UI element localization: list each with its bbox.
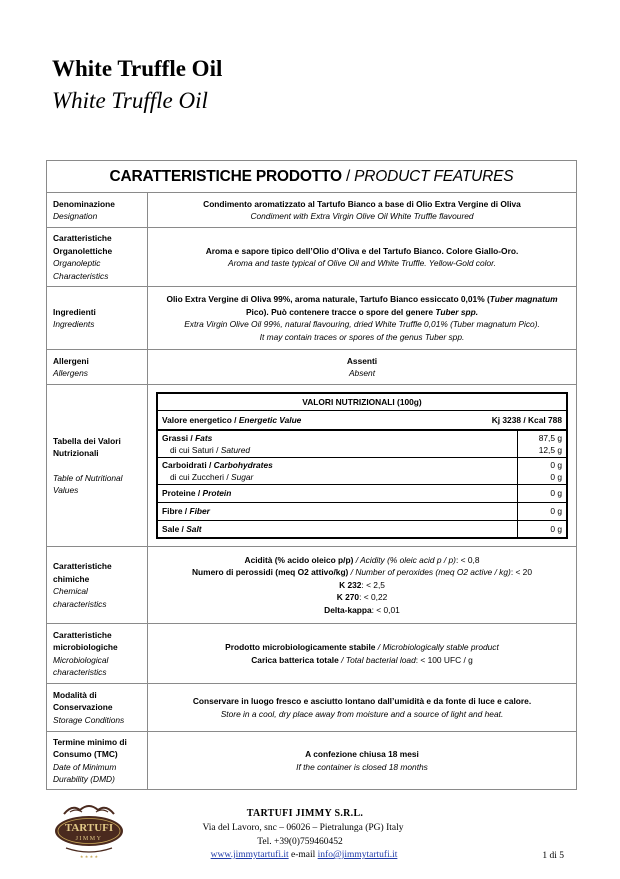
label-en-1: Organoleptic bbox=[53, 258, 101, 268]
label-it-1: Modalità di bbox=[53, 689, 97, 700]
label-it: Allergeni bbox=[53, 355, 89, 366]
label-it-2: chimiche bbox=[53, 573, 90, 584]
logo-stars: ★ ★ ★ ★ bbox=[79, 854, 99, 859]
label-en-2: characteristics bbox=[53, 667, 107, 677]
label-cell bbox=[47, 547, 148, 624]
ingredients-text-a: Olio Extra Vergine di Oliva 99%, aroma naturale, Tartufo Bianco essiccato 0,01% ( bbox=[166, 294, 490, 304]
logo-wordmark-2: JIMMY bbox=[75, 836, 103, 842]
value-it: A confezione chiusa 18 mesi bbox=[305, 749, 419, 759]
row-designation bbox=[47, 193, 577, 228]
label-en-1: Microbiological bbox=[53, 654, 109, 665]
company-address: Via del Lavoro, snc – 06026 – Pietralunga (PG) Italy bbox=[202, 823, 404, 833]
email-label: e-mail bbox=[291, 850, 316, 860]
salt-value: 0 g bbox=[518, 520, 568, 538]
nutrition-title: VALORI NUTRIZIONALI (100g) bbox=[157, 393, 567, 411]
value-it: Conservare in luogo fresco e asciutto lontano dall’umidità e da fonte di luce e calore. bbox=[192, 696, 532, 706]
company-phone: Tel. +39(0)759460452 bbox=[257, 837, 343, 847]
label-it-1: Caratteristiche bbox=[53, 629, 112, 640]
nutrition-row-fats bbox=[157, 430, 567, 458]
email-link[interactable]: info@jimmytartufi.it bbox=[317, 850, 398, 860]
value-it bbox=[156, 293, 568, 318]
saturated-value: 12,5 g bbox=[538, 444, 562, 455]
label-it-1: Termine minimo di bbox=[53, 736, 127, 747]
label-en-2: Characteristics bbox=[53, 270, 109, 281]
row-nutrition bbox=[47, 385, 577, 547]
value-en: Absent bbox=[348, 368, 376, 378]
nutrition-row-salt bbox=[157, 520, 567, 538]
row-organoleptic bbox=[47, 228, 577, 287]
page-footer bbox=[0, 800, 620, 879]
value-cell bbox=[148, 193, 577, 228]
label-it: Ingredienti bbox=[53, 306, 96, 317]
value-en: Aroma and taste typical of Olive Oil and White Truffle. Yellow-Gold color. bbox=[228, 258, 496, 268]
value-en: Store in a cool, dry place away from moisture and a source of light and heat. bbox=[220, 708, 504, 719]
label-cell bbox=[47, 350, 148, 385]
row-storage bbox=[47, 684, 577, 732]
row-allergens bbox=[47, 350, 577, 385]
ingredients-genus: Tuber spp. bbox=[435, 306, 479, 317]
value-cell bbox=[148, 732, 577, 790]
row-tmc bbox=[47, 732, 577, 790]
label-it-2: Organolettiche bbox=[53, 245, 113, 256]
row-chemical bbox=[47, 547, 577, 624]
value-it: Aroma e sapore tipico dell’Olio d’Oliva e del Tartufo Bianco. Colore Giallo-Oro. bbox=[205, 245, 519, 256]
salt-label: Sale / Salt bbox=[157, 520, 518, 538]
value-en: Condiment with Extra Virgin Olive Oil White Truffle flavoured bbox=[250, 211, 474, 221]
delta-kappa-line: Delta-kappa: < 0,01 bbox=[324, 604, 400, 615]
value-cell bbox=[148, 624, 577, 684]
company-name: TARTUFI JIMMY S.R.L. bbox=[246, 808, 364, 819]
label-cell bbox=[47, 228, 148, 287]
product-features-table bbox=[46, 160, 577, 790]
energy-label: Valore energetico / Energetic Value bbox=[162, 414, 302, 425]
label-cell bbox=[47, 287, 148, 350]
header-separator: / bbox=[345, 167, 351, 185]
contact-line bbox=[0, 850, 614, 860]
document-title: White Truffle Oil bbox=[52, 56, 223, 81]
micro-load-line: Carica batterica totale / Total bacterial load: < 100 UFC / g bbox=[251, 654, 473, 665]
nutrition-row-fiber bbox=[157, 502, 567, 520]
label-cell bbox=[47, 732, 148, 790]
label-it-2: microbiologiche bbox=[53, 642, 118, 652]
label-en-1: Date of Minimum bbox=[53, 761, 117, 772]
fats-label: Grassi / Fats bbox=[162, 432, 213, 443]
label-en-1: Chemical bbox=[53, 586, 88, 596]
peroxides-line: Numero di perossidi (meq O2 attivo/kg) / Number of peroxides (meq O2 active / kg): < 20 bbox=[191, 567, 532, 578]
value-cell bbox=[148, 385, 577, 547]
label-en-2: Values bbox=[53, 485, 79, 495]
k232-line: K 232: < 2,5 bbox=[339, 579, 385, 590]
page-number: 1 di 5 bbox=[542, 851, 564, 861]
label-it-2: Consumo (TMC) bbox=[53, 749, 118, 759]
value-en: If the container is closed 18 months bbox=[296, 761, 428, 772]
label-cell bbox=[47, 624, 148, 684]
value-it: Condimento aromatizzato al Tartufo Bianco a base di Olio Extra Vergine di Oliva bbox=[203, 198, 521, 209]
label-en: Allergens bbox=[53, 368, 88, 378]
label-cell bbox=[47, 684, 148, 732]
label-en: Ingredients bbox=[53, 319, 95, 329]
value-en-2: It may contain traces or spores of the genus Tuber spp. bbox=[259, 331, 465, 342]
fiber-label: Fibre / Fiber bbox=[157, 502, 518, 520]
table-header bbox=[47, 161, 577, 193]
row-ingredients bbox=[47, 287, 577, 350]
header-en: PRODUCT FEATURES bbox=[354, 167, 514, 185]
saturated-label: di cui Saturi / Satured bbox=[170, 444, 251, 455]
label-it-2: Nutrizionali bbox=[53, 448, 99, 458]
carbs-value: 0 g bbox=[550, 459, 562, 470]
label-it-1: Caratteristiche bbox=[53, 561, 112, 571]
value-cell bbox=[148, 228, 577, 287]
label-it-1: Caratteristiche bbox=[53, 233, 112, 243]
sugar-label: di cui Zuccheri / Sugar bbox=[170, 471, 254, 482]
protein-value: 0 g bbox=[518, 484, 568, 502]
k270-line: K 270: < 0,22 bbox=[336, 592, 388, 603]
label-it-2: Conservazione bbox=[53, 702, 113, 713]
label-en: Designation bbox=[53, 211, 98, 221]
sugar-value: 0 g bbox=[550, 471, 562, 482]
document-subtitle: White Truffle Oil bbox=[52, 88, 208, 113]
label-en-1: Table of Nutritional bbox=[53, 472, 123, 483]
label-it-1: Tabella dei Valori bbox=[53, 435, 121, 446]
label-en: Storage Conditions bbox=[53, 714, 125, 725]
value-en-1: Extra Virgin Olive Oil 99%, natural flavouring, dried White Truffle 0,01% (Tuber magnatum Pico). bbox=[184, 319, 540, 329]
label-cell bbox=[47, 385, 148, 547]
fats-value: 87,5 g bbox=[538, 432, 562, 443]
value-cell bbox=[148, 350, 577, 385]
carbs-label: Carboidrati / Carbohydrates bbox=[162, 459, 273, 470]
fiber-value: 0 g bbox=[518, 502, 568, 520]
nutrition-row-energy bbox=[157, 410, 567, 430]
energy-value: Kj 3238 / Kcal 788 bbox=[491, 414, 562, 425]
value-cell bbox=[148, 287, 577, 350]
value-cell bbox=[148, 547, 577, 624]
ingredients-species: Tuber magnatum bbox=[489, 294, 558, 304]
label-it: Denominazione bbox=[53, 198, 115, 209]
nutrition-row-carbs bbox=[157, 457, 567, 484]
value-cell bbox=[148, 684, 577, 732]
ingredients-text-c: Pico). Può contenere tracce o spore del genere bbox=[245, 306, 436, 317]
nutrition-row-protein bbox=[157, 484, 567, 502]
nutrition-table bbox=[156, 392, 568, 540]
row-microbiological bbox=[47, 624, 577, 684]
label-en-2: Durability (DMD) bbox=[53, 774, 115, 784]
label-cell bbox=[47, 193, 148, 228]
header-it: CARATTERISTICHE PRODOTTO bbox=[109, 167, 342, 185]
protein-label: Proteine / Protein bbox=[157, 484, 518, 502]
micro-stable-line: Prodotto microbiologicamente stabile / Microbiologically stable product bbox=[225, 642, 499, 652]
logo-wordmark-1: TARTUFI bbox=[64, 822, 114, 834]
value-it: Assenti bbox=[346, 355, 378, 366]
website-link[interactable]: www.jimmytartufi.it bbox=[210, 850, 289, 860]
label-en-2: characteristics bbox=[53, 598, 107, 609]
acidity-line: Acidità (% acido oleico p/p) / Acidity (% oleic acid p / p): < 0,8 bbox=[244, 554, 480, 565]
